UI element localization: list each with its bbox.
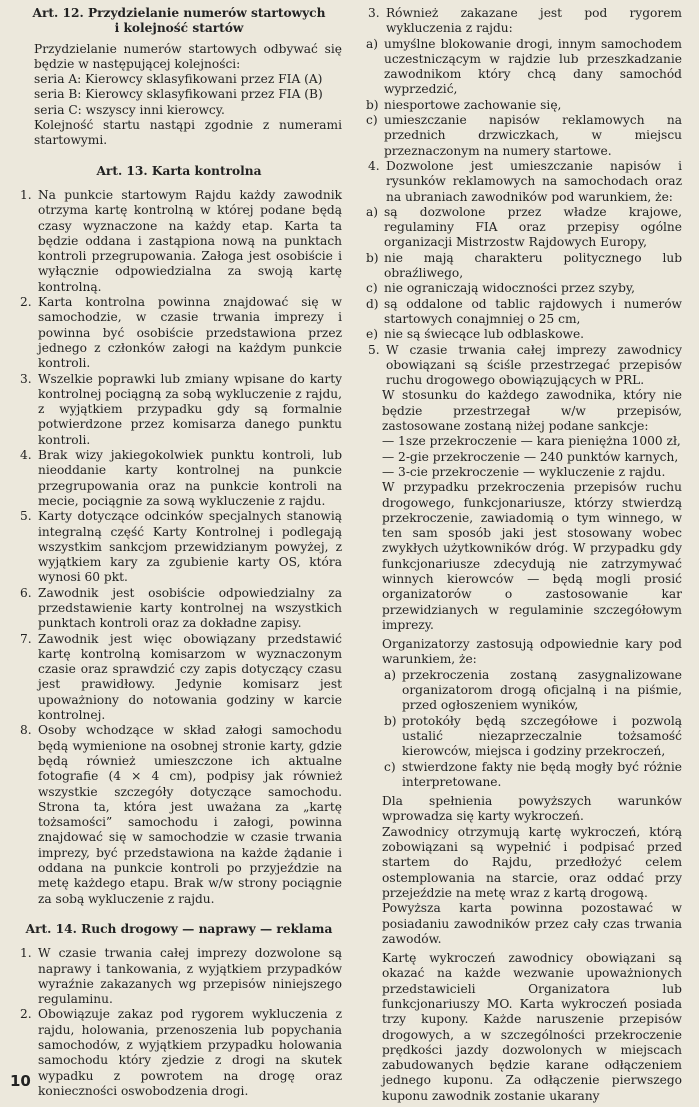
sub-item [364,113,682,159]
sub-item-text: nie mają charakteru politycznego lub obraźliwego, [384,250,682,281]
sub-item [364,281,682,296]
item-5-paragraph: Zawodnicy otrzymują kartę wykroczeń, którą zobowiązani są wypełnić i podpisać przed startem do Rajdu, przedłożyć celem ostemplowania na starcie, oraz oddać przy przejeździe na metę wraz z kartą drogową. [382,824,682,900]
article-14-title: Art. 14. Ruch drogowy — naprawy — reklama [25,921,333,936]
article-14-item [16,946,342,1007]
sub-item [382,668,682,714]
item-5-paragraph: Powyższa karta powinna pozostawać w posiadaniu zawodników przez cały czas trwania zawodów. [382,901,682,946]
article-13-item [16,586,342,632]
sub-item-text: przekroczenia zostaną zasygnalizowane organizatorom drogą oficjalną i na piśmie, przed ogłoszeniem wyników, [402,667,682,713]
series-a: seria A: Kierowcy sklasyfikowani przez FIA (A) [34,72,323,87]
sub-item-text: protokóły będą szczegółowe i pozwolą ustalić niezaprzeczalnie tożsamość kierowców, miejsca i godziny przekroczeń, [402,713,682,759]
sub-item [364,327,682,342]
sub-item [364,251,682,282]
sub-item-text: są oddalone od tablic rajdowych i numerów startowych conajmniej o 25 cm, [384,296,682,326]
item-number: 1. [20,187,32,202]
penalty-line: — 2-gie przekroczenie — 240 punktów karnych, [382,449,679,464]
article-12-title-line1: Art. 12. Przydzielanie numerów startowych [32,6,326,20]
sub-item-letter: a) [366,36,379,51]
article-14 [16,922,342,1099]
item-number: 5. [20,509,32,524]
sub-item-letter: d) [366,296,379,311]
item-5-paragraph: W stosunku do każdego zawodnika, który nie będzie przestrzegał w/w przepisów, zastosowane zostaną niżej podane sankcje: [382,388,682,434]
article-13-item [16,188,342,295]
item-number: 3. [368,6,380,20]
sub-item-text: umieszczanie napisów reklamowych na przednich drzwiczkach, w miejscu przeznaczonym na numery startowe. [384,113,682,158]
item-number: 4. [20,448,32,463]
article-12 [16,6,342,149]
sub-item-letter: b) [366,97,379,112]
article-13-item [16,372,342,448]
item-text: Zawodnik jest więc obowiązany przedstawić kartę kontrolną komisarzom w wyznaczonym czasie oraz sprawdzić czy zapis dotyczący czasu jest prawidłowy. Jedynie komisarz jest upoważniony do notowania godziny w karcie kontrolnej. [38,631,342,723]
item-number: 2. [20,295,32,310]
sub-item-letter: b) [366,250,379,265]
sub-item-letter: c) [366,113,378,128]
series-c: seria C: wszyscy inni kierowcy. [34,102,225,117]
item-number: 3. [20,371,32,386]
sub-item [382,714,682,760]
item-number: 2. [20,1007,32,1022]
article-12-closing: Kolejność startu nastąpi zgodnie z numerami startowymi. [34,118,342,148]
sub-item [364,297,682,328]
left-column [16,6,342,1107]
right-column [364,6,682,1104]
article-14-item [16,1007,342,1099]
article-13-item [16,448,342,509]
sub-item [364,37,682,98]
item-5-paragraph: W przypadku przekroczenia przepisów ruchu drogowego, funkcjonariusze, którzy stwierdzą przekroczenie, zawiadomią o tym winnego, w ten sam sposób jaki jest stosowany wobec zwykłych użytkowników dróg. W przypadku gdy funkcjonariusze zdecydują nie zatrzymywać winnych kierowców — będą mogli prosić organizatorów o zastosowanie kar przewidzianych w regulaminie szczegółowym imprezy. [382,480,682,632]
article-12-title [16,6,342,37]
item-text: Karty dotyczące odcinków specjalnych stanowią integralną część Karty Kontrolnej i podlegają wszystkim sankcjom przewidzianym powyżej, z wyjątkiem kary za zgubienie karty OS, która wynosi 60 pkt. [38,509,342,585]
article-12-intro: Przydzielanie numerów startowych odbywać się będzie w następującej kolejności: [34,41,342,71]
series-b: seria B: Kierowcy sklasyfikowani przez FIA (B) [34,87,323,102]
article-13-item [16,723,342,907]
article-13-item [16,509,342,585]
sub-item-letter: b) [384,713,397,728]
article-13-item [16,295,342,371]
sub-item-letter: c) [366,281,378,296]
article-13-title: Art. 13. Karta kontrolna [96,163,262,178]
article-14-item-5 [364,343,682,389]
sub-item-text: nie ograniczają widoczności przez szyby, [384,281,636,296]
sub-item [364,98,682,113]
item-text: W czasie trwania całej imprezy zawodnicy obowiązani są ściśle przestrzegać przepisów ruchu drogowego obowiązujących w PRL. [386,342,682,388]
item-number: 6. [20,585,32,600]
sub-item-letter: a) [384,667,397,682]
sub-item-text: umyślne blokowanie drogi, innym samochodem uczestniczącym w rajdzie lub przeszkadzanie zawodnikom który chcą dany samochód wyprzedzić, [384,36,682,97]
item-number: 1. [20,946,32,961]
item-text: Zawodnik jest osobiście odpowiedzialny za przedstawienie karty kontrolnej na wszystkich punktach kontroli oraz za dokładne zapisy. [38,585,342,631]
page-number: 10 [10,1072,31,1090]
article-14-item-4 [364,159,682,205]
item-number: 4. [368,158,380,173]
article-13-item [16,632,342,724]
item-text: Karta kontrolna powinna znajdować się w samochodzie, w czasie trwania imprezy i powinna być osobiście przedstawiona przez jednego z członków załogi na każdym punkcie kontroli. [38,295,342,371]
sub-item-letter: e) [366,327,378,342]
sub-item-text: niesportowe zachowanie się, [384,97,562,112]
item-5-paragraph: Kartę wykroczeń zawodnicy obowiązani są okazać na każde wezwanie upoważnionych przedstawicieli Organizatora lub funkcjonariuszy MO. Karta wykroczeń posiada trzy kupony. Każde naruszenie przepisów drogowych, a w szczególności przekroczenie prędkości jazdy dozwolonych w miejscach zabudowanych będzie karane odłączeniem jednego kuponu. Za odłączenie pierwszego kuponu zawodnik zostanie ukarany [382,951,682,1103]
item-number: 5. [368,342,380,357]
item-text: Również zakazane jest pod rygorem wykluczenia z rajdu: [386,6,682,36]
sub-item-text: stwierdzone fakty nie będą mogły być różnie interpretowane. [402,759,682,789]
sub-item [382,760,682,791]
sub-item-letter: c) [384,759,396,774]
item-text: Na punkcie startowym Rajdu każdy zawodnik otrzyma kartę kontrolną w której podane będą czasy wyznaczone na każdy etap. Karta ta będzie oddana i zastąpiona nową na punktach kontroli przegrupowania. Załoga jest osobiście i wyłącznie odpowiedzialna za swoją kartę kontrolną. [38,187,342,294]
penalty-line: — 1sze przekroczenie — kara pieniężna 1000 zł, [382,434,681,449]
item-5-paragraph: Dla spełnienia powyższych warunków wprowadza się karty wykroczeń. [382,794,682,824]
sub-item-letter: a) [366,204,379,219]
sub-item-text: są dozwolone przez władze krajowe, regulaminy FIA oraz przepisy ogólne organizacji Mistrzostw Rajdowych Europy, [384,204,682,250]
sub-item-text: nie są świecące lub odblaskowe. [384,327,585,342]
item-text: Brak wizy jakiegokolwiek punktu kontroli, lub nieoddanie karty kontrolnej na punkcie przegrupowania oraz na punkcie kontroli na mecie, pociągnie za sową wykluczenie z rajdu. [38,448,342,508]
article-14-item-3 [364,6,682,37]
item-text: Dozwolone jest umieszczanie napisów i rysunków reklamowych na samochodach oraz na ubraniach zawodników pod warunkiem, że: [386,158,682,204]
item-number: 8. [20,723,32,738]
item-text: Wszelkie poprawki lub zmiany wpisane do karty kontrolnej pociągną za sobą wykluczenie z rajdu, z wyjątkiem przypadku gdy są formalnie potwierdzone przez komisarza danego punktu kontroli. [38,371,342,447]
item-text: Obowiązuje zakaz pod rygorem wykluczenia z rajdu, holowania, przenoszenia lub popychania samochodów, z wyjątkiem przypadku holowania samochodu który zjedzie z drogi na skutek wypadku z powrotem na drogę oraz konieczności oswobodzenia drogi. [38,1007,342,1098]
penalty-line: — 3-cie przekroczenie — wykluczenie z rajdu. [382,464,666,479]
item-text: Osoby wchodzące w skład załogi samochodu będą wymienione na osobnej stronie karty, gdzie będą również umieszczone ich aktualne fotografie (4 × 4 cm), podpisy jak również wszystkie szczegóły dotyczące samochodu. Strona ta, która jest uważana za „kartę tożsamości” samochodu i załogi, powinna znajdować się w samochodzie w czasie trwania imprezy, być przedstawiona na każde żądanie i oddana na punkcie kontroli po przyjeździe na metę każdego etapu. Brak w/w strony pociągnie za sobą wykluczenie z rajdu. [38,723,342,906]
item-5-paragraph: Organizatorzy zastosują odpowiednie kary pod warunkiem, że: [382,637,682,667]
item-number: 7. [20,631,32,646]
sub-item [364,205,682,251]
article-13 [16,164,342,907]
article-12-title-line2: i kolejność startów [114,21,244,36]
item-text: W czasie trwania całej imprezy dozwolone są naprawy i tankowania, z wyjątkiem przypadków wyraźnie zakazanych wg przepisów niniejszego regulaminu. [38,946,342,1007]
